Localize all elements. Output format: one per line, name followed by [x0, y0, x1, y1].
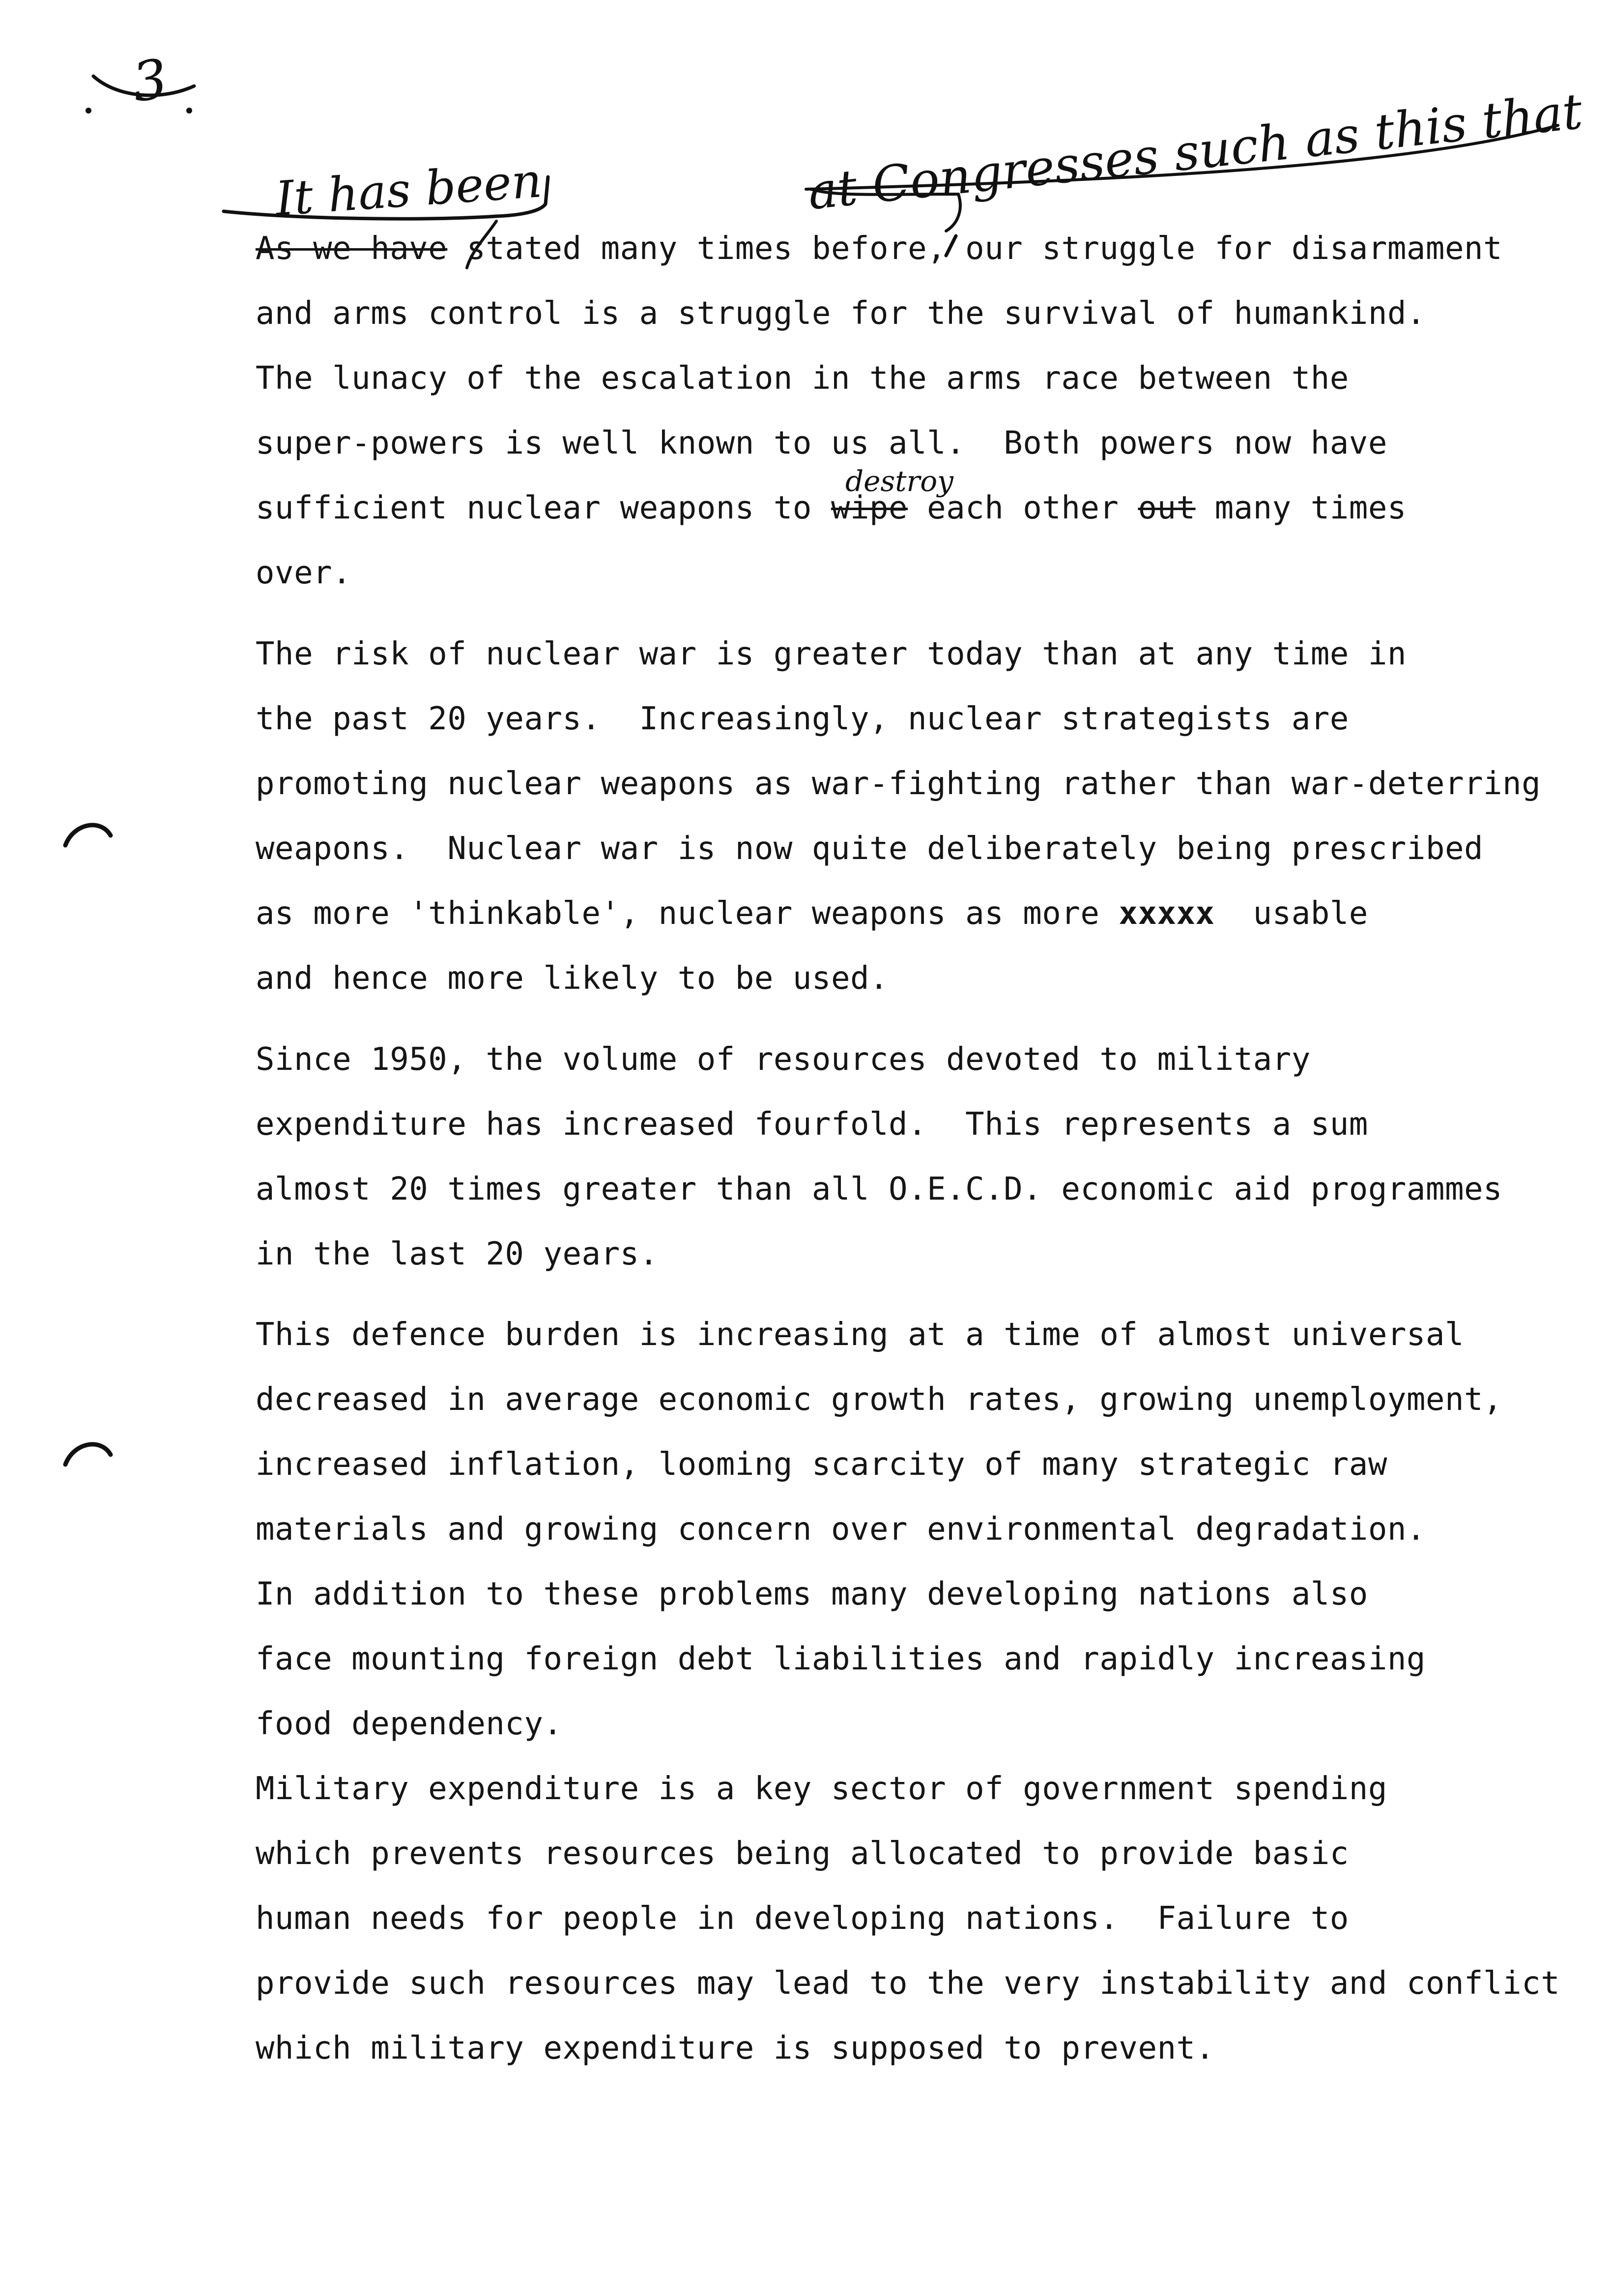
paragraph-1	[256, 216, 1602, 605]
text-line: promoting nuclear weapons as war-fighting rather than war-deterring	[256, 766, 1541, 802]
text-line: the past 20 years. Increasingly, nuclear strategists are	[256, 701, 1349, 737]
text-line: almost 20 times greater than all O.E.C.D. economic aid programmes	[256, 1171, 1503, 1207]
line-text: as more 'thinkable', nuclear weapons as more	[256, 895, 1119, 932]
handwritten-insert-left: It has been	[273, 153, 544, 227]
text-line: which military expenditure is supposed to prevent.	[256, 2030, 1215, 2066]
paragraph-4	[256, 1302, 1602, 2081]
page-number-marker: 3	[128, 47, 172, 115]
line-text: each other	[908, 490, 1138, 526]
text-line: over.	[256, 555, 352, 591]
text-line: decreased in average economic growth rates, growing unemployment,	[256, 1381, 1503, 1418]
text-line: materials and growing concern over environmental degradation.	[256, 1511, 1426, 1548]
text-line: In addition to these problems many developing nations also	[256, 1576, 1368, 1612]
paragraph-2	[256, 622, 1602, 1011]
line-text: usable	[1214, 895, 1368, 932]
text-line: expenditure has increased fourfold. This represents a sum	[256, 1106, 1368, 1143]
text-line	[256, 216, 1602, 281]
text-line: human needs for people in developing nations. Failure to	[256, 1900, 1349, 1937]
text-line: The risk of nuclear war is greater today than at any time in	[256, 636, 1407, 672]
text-line	[256, 881, 1602, 946]
text-line: food dependency.	[256, 1706, 563, 1742]
struck-text: wipe	[831, 490, 908, 526]
line-text: stated many times before, our struggle for disarmament	[466, 230, 1503, 267]
text-line	[256, 476, 1602, 541]
punch-hole-mark-upper	[61, 816, 115, 850]
text-line: Military expenditure is a key sector of government spending	[256, 1771, 1387, 1807]
handwritten-insert-right: at Congresses such as this that	[805, 82, 1585, 221]
text-line: provide such resources may lead to the very instability and conflict	[256, 1965, 1560, 2002]
handwritten-correction-destroy: destroy	[845, 464, 953, 498]
text-line: face mounting foreign debt liabilities and rapidly increasing	[256, 1641, 1426, 1677]
text-line: and hence more likely to be used.	[256, 960, 889, 997]
struck-text: As we have	[256, 230, 448, 267]
text-line: increased inflation, looming scarcity of many strategic raw	[256, 1446, 1387, 1483]
text-line: super-powers is well known to us all. Both powers now have	[256, 425, 1387, 461]
text-line: Since 1950, the volume of resources devoted to military	[256, 1041, 1311, 1078]
text-line: and arms control is a struggle for the survival of humankind.	[256, 295, 1426, 332]
text-line: in the last 20 years.	[256, 1236, 659, 1272]
text-line: which prevents resources being allocated to provide basic	[256, 1836, 1349, 1872]
line-text: sufficient nuclear weapons to	[256, 490, 831, 526]
text-line: The lunacy of the escalation in the arms race between the	[256, 360, 1349, 397]
punch-hole-mark-lower	[61, 1435, 115, 1469]
line-text: many times	[1195, 490, 1407, 526]
typed-over-text: xxxxx	[1119, 895, 1215, 932]
paragraph-3	[256, 1027, 1602, 1287]
text-line: This defence burden is increasing at a time of almost universal	[256, 1317, 1464, 1353]
text-line: weapons. Nuclear war is now quite deliberately being prescribed	[256, 831, 1483, 867]
struck-text: out	[1138, 490, 1196, 526]
